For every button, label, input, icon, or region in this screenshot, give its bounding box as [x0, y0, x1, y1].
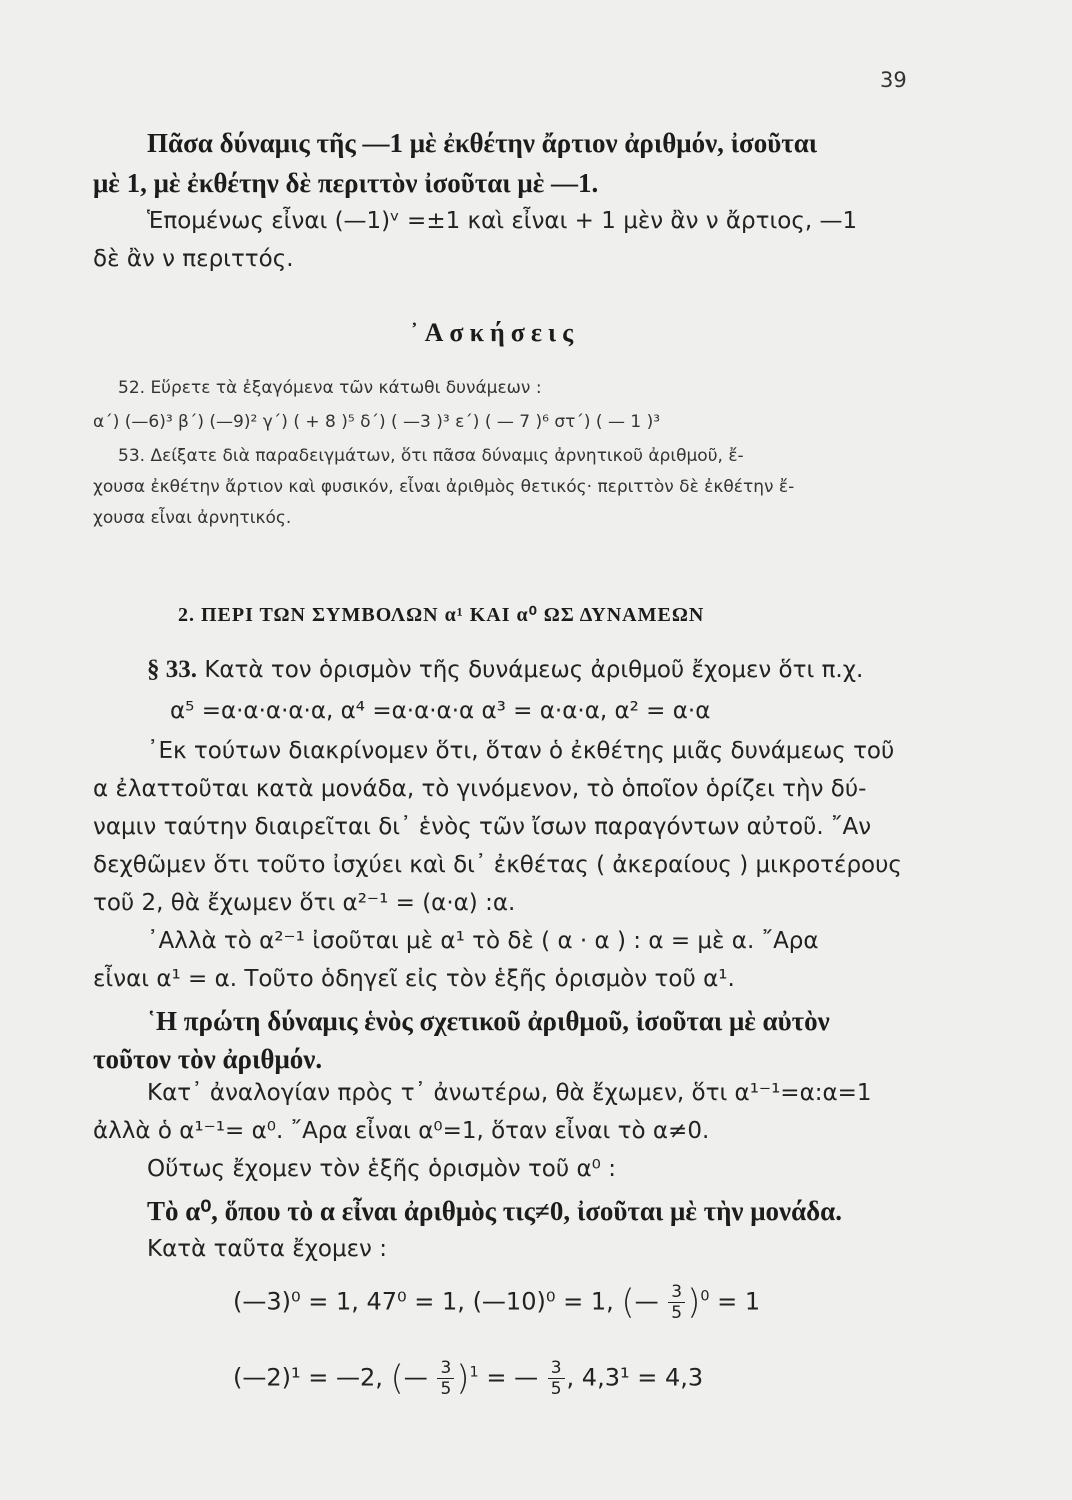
body-line-4: ναμιν ταύτην διαιρεῖται δι᾿ ἑνὸς τῶν ἴσων παραγόντων αὐτοῦ. ῎Αν — [93, 814, 872, 840]
formula-row-1-end: = 1 — [717, 1287, 761, 1316]
rule-first-power-line-1: ῾Η πρώτη δύναμις ἑνὸς σχετικοῦ ἀριθμοῦ, ἰσοῦται μὲ αὐτὸν — [147, 1006, 830, 1036]
intro-line-3: Ἑπομένως εἶναι (—1)ᵛ =±1 καὶ εἶναι + 1 μὲν ἂν ν ἄρτιος, —1 — [147, 208, 858, 234]
intro-line-1: Πᾶσα δύναμις τῆς —1 μὲ ἐκθέτην ἄρτιον ἀριθμόν, ἰσοῦται — [147, 128, 818, 158]
fraction-3-5: $\frac{3}{5}$ — [437, 1358, 454, 1399]
formula-row-2-end: , 4,3¹ = 4,3 — [566, 1363, 704, 1392]
exercise-53-line-1: 53. Δείξατε διὰ παραδειγμάτων, ὅτι πᾶσα δύναμις ἀρνητικοῦ ἀριθμοῦ, ἔ- — [118, 446, 744, 466]
exercise-52: 52. Εὕρετε τὰ ἐξαγόμενα τῶν κάτωθι δυνάμεων : — [118, 378, 542, 398]
body-line-7: ᾿Αλλὰ τὸ α²⁻¹ ἰσοῦται μὲ α¹ τὸ δὲ ( α · α ) : α = μὲ α. ῎Αρα — [147, 928, 819, 954]
powers-examples: α⁵ =α·α·α·α·α, α⁴ =α·α·α·α α³ = α·α·α, α² = α·α — [170, 698, 711, 724]
body-line-12: Κατὰ ταῦτα ἔχομεν : — [147, 1236, 387, 1262]
formula-row-1-exponent: 0 — [700, 1288, 710, 1305]
body-line-10: ἀλλὰ ὁ α¹⁻¹= α⁰. ῎Αρα εἶναι α⁰=1, ὅταν εἶναι τὸ α≠0. — [93, 1118, 710, 1144]
paragraph-33-text: Κατὰ τον ὁρισμὸν τῆς δυνάμεως ἀριθμοῦ ἔχομεν ὅτι π.χ. — [204, 657, 864, 683]
formula-row-2-exponent: 1 — [469, 1364, 479, 1381]
section-title: 2. ΠΕΡΙ ΤΩΝ ΣΥΜΒΟΛΩΝ α¹ ΚΑΙ α⁰ ΩΣ ΔΥΝΑΜΕΩΝ — [178, 604, 705, 626]
rule-zero-power: Τὸ α⁰, ὅπου τὸ α εἶναι ἀριθμὸς τις≠0, ἰσοῦται μὲ τὴν μονάδα. — [147, 1196, 842, 1226]
paragraph-mark: § 33. — [147, 656, 197, 683]
formula-row-1: (—3)⁰ = 1, 47⁰ = 1, (—10)⁰ = 1, (— $\frac{3}{5}$ )$^0$ = 1 — [233, 1282, 761, 1323]
body-line-9: Κατ᾿ ἀναλογίαν πρὸς τ᾿ ἀνωτέρω, θὰ ἔχωμεν, ὅτι α¹⁻¹=α:α=1 — [147, 1080, 872, 1106]
exercise-53-line-3: χουσα εἶναι ἀρνητικός. — [93, 508, 292, 528]
formula-row-2-equals: = — — [486, 1363, 539, 1392]
intro-line-4: δὲ ἂν ν περιττός. — [93, 246, 294, 272]
exercise-52-items: α΄) (—6)³ β΄) (—9)² γ΄) ( + 8 )⁵ δ΄) ( —3 )³ ε΄) ( — 7 )⁶ στ΄) ( — 1 )³ — [93, 412, 661, 432]
formula-row-2-start: (—2)¹ = —2, — [233, 1363, 383, 1392]
formula-row-2-minus: — — [403, 1363, 428, 1392]
exercise-53-line-2: χουσα ἐκθέτην ἄρτιον καὶ φυσικόν, εἶναι ἀριθμὸς θετικός· περιττὸν δὲ ἐκθέτην ἔ- — [93, 477, 795, 497]
paragraph-33-line-1 — [147, 656, 863, 684]
body-line-6: τοῦ 2, θὰ ἔχωμεν ὅτι α²⁻¹ = (α·α) :α. — [93, 890, 516, 916]
page-number: 39 — [880, 68, 907, 92]
formula-row-1-start: (—3)⁰ = 1, 47⁰ = 1, (—10)⁰ = 1, — [233, 1287, 614, 1316]
fraction-3-5: $\frac{3}{5}$ — [548, 1358, 565, 1399]
body-line-3: α ἐλαττοῦται κατὰ μονάδα, τὸ γινόμενον, τὸ ὁποῖον ὁρίζει τὴν δύ- — [93, 776, 867, 802]
rule-first-power-line-2: τοῦτον τὸν ἀριθμόν. — [93, 1044, 323, 1074]
body-line-11: Οὕτως ἔχομεν τὸν ἑξῆς ὁρισμὸν τοῦ α⁰ : — [147, 1156, 616, 1182]
formula-row-1-minus: — — [634, 1287, 659, 1316]
intro-line-2: μὲ 1, μὲ ἐκθέτην δὲ περιττὸν ἰσοῦται μὲ —1. — [93, 168, 599, 198]
body-line-8: εἶναι α¹ = α. Τοῦτο ὁδηγεῖ εἰς τὸν ἑξῆς ὁρισμὸν τοῦ α¹. — [93, 966, 735, 992]
fraction-3-5: $\frac{3}{5}$ — [668, 1282, 685, 1323]
exercises-heading: ᾿Ασκήσεις — [410, 318, 580, 347]
body-line-2: ᾿Εκ τούτων διακρίνομεν ὅτι, ὅταν ὁ ἐκθέτης μιᾶς δυνάμεως τοῦ — [147, 738, 895, 764]
body-line-5: δεχθῶμεν ὅτι τοῦτο ἰσχύει καὶ δι᾿ ἐκθέτας ( ἀκεραίους ) μικροτέρους — [93, 852, 902, 878]
formula-row-2: (—2)¹ = —2, (— $\frac{3}{5}$ )$^1$ = — $\frac{3}{5}$ , 4,3¹ = 4,3 — [233, 1358, 704, 1399]
